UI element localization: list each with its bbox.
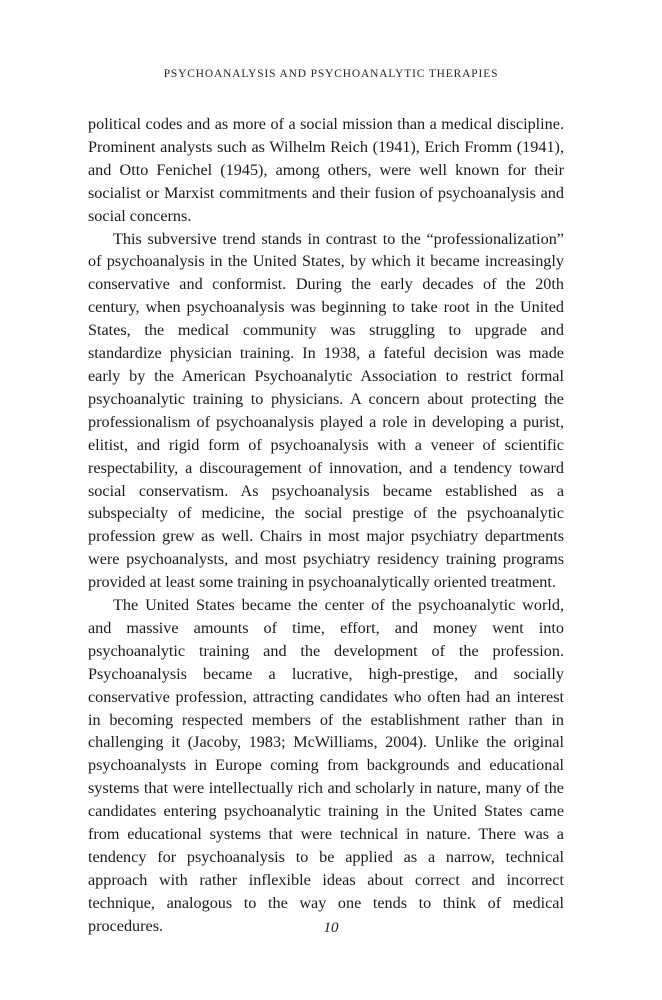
page-number: 10 (323, 920, 339, 936)
paragraph: The United States became the center of the psychoanalytic world, and massive amounts of time, effort, and money went into psychoanalytic training and the development of the profession. Psychoanalysis became a lucrative, high-prestige, and socially conservative profession, attracting candidates who often had an interest in becoming respected members of the establishment rather than in challenging it (Jacoby, 1983; McWilliams, 2004). Unlike the original psychoanalysts in Europe coming from backgrounds and educational systems that were intellectually rich and scholarly in nature, many of the candidates entering psychoanalytic training in the United States came from educational systems that were technical in nature. There was a tendency for psychoanalysis to be applied as a narrow, technical approach with rather inflexible ideas about correct and incorrect technique, analogous to the way one tends to think of medical procedures. (88, 596, 564, 935)
running-head: PSYCHOANALYSIS AND PSYCHOANALYTIC THERAPIES (163, 68, 499, 80)
body-text (88, 113, 564, 938)
paragraph: This subversive trend stands in contrast to the “professionalization” of psychoanalysis in the United States, by which it became increasingly conservative and conformist. During the early decades of the 20th century, when psychoanalysis was beginning to take root in the United States, the medical community was struggling to upgrade and standardize physician training. In 1938, a fateful decision was made early by the American Psychoanalytic Association to restrict formal psychoanalytic training to physicians. A concern about protecting the professionalism of psychoanalysis played a role in developing a purist, elitist, and rigid form of psychoanalysis with a veneer of scientific respectability, a discouragement of innovation, and a tendency toward social conservatism. As psychoanalysis became established as a subspecialty of medicine, the social prestige of the psychoanalytic profession grew as well. Chairs in most major psychiatry departments were psychoanalysts, and most psychiatry residency training programs provided at least some training in psychoanalytically oriented treatment. (88, 229, 564, 592)
paragraph-continuation: political codes and as more of a social mission than a medical discipline. Prominent analysts such as Wilhelm Reich (1941), Erich Fromm (1941), and Otto Fenichel (1945), among others, were well known for their socialist or Marxist commitments and their fusion of psychoanalysis and social concerns. (88, 115, 564, 225)
